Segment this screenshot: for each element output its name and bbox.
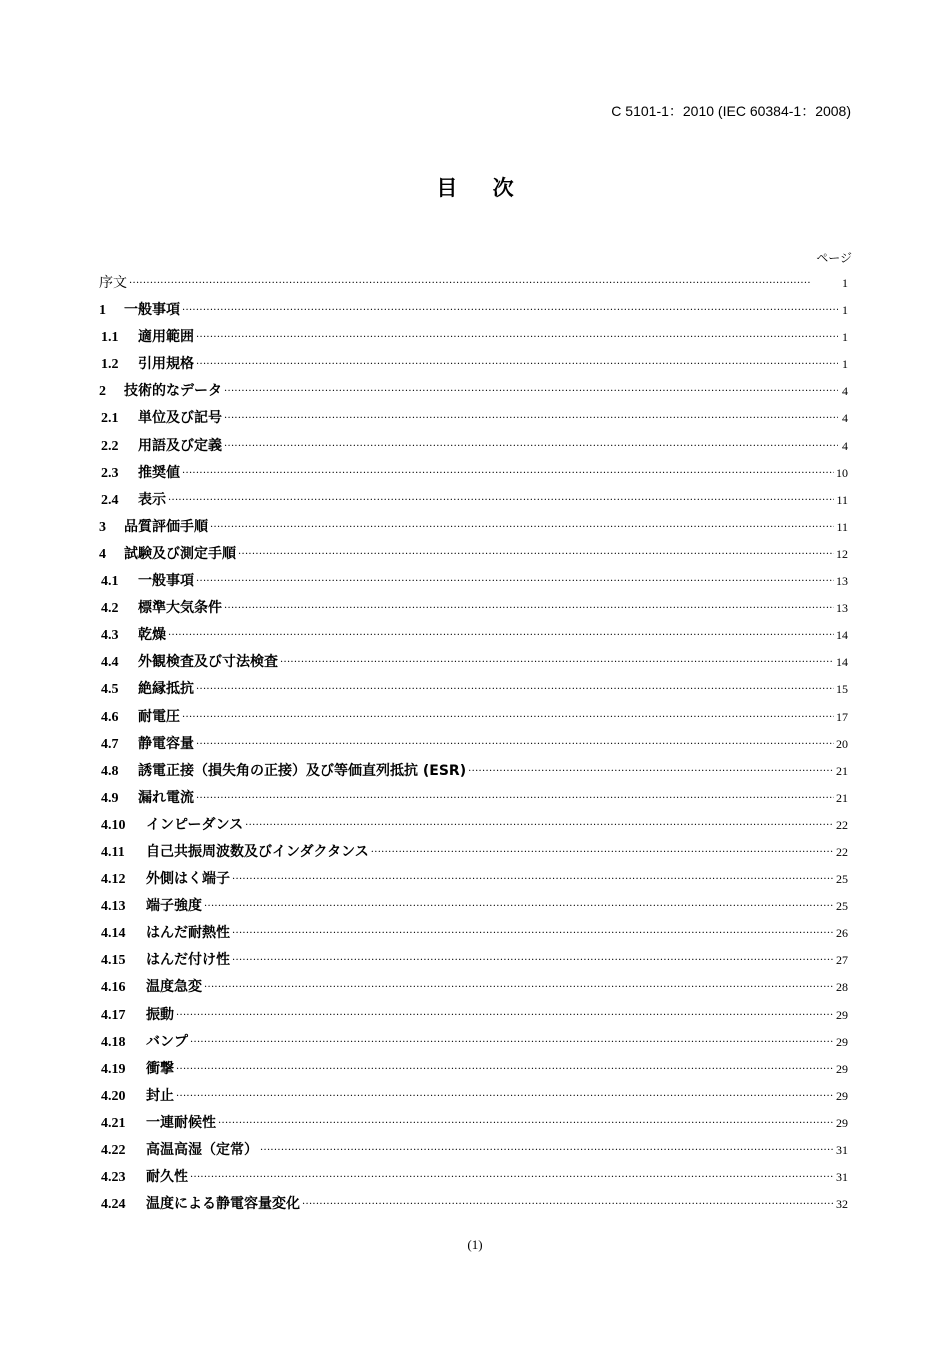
dot-leader [232, 947, 834, 974]
dot-leader [176, 1002, 834, 1029]
dot-leader [245, 812, 834, 839]
dot-leader [218, 1110, 834, 1137]
toc-entry-number: 4.20 [101, 1088, 126, 1104]
toc-entry[interactable] [99, 731, 848, 758]
toc-entry[interactable] [99, 704, 848, 731]
toc-entry-label: 自己共振周波数及びインダクタンス [146, 843, 369, 860]
toc-entry-number: 4.22 [101, 1143, 126, 1158]
dot-leader [371, 839, 834, 866]
toc-entry-label: 品質評価手順 [124, 518, 208, 535]
dot-leader [232, 866, 834, 893]
toc-entry-label: 端子強度 [146, 898, 202, 915]
dot-leader [196, 324, 838, 351]
toc-entry-label: 温度による静電容量変化 [146, 1196, 300, 1213]
toc-entry-page: 31 [836, 1170, 848, 1185]
toc-entry-label: 外観検査及び寸法検査 [138, 654, 278, 671]
toc-entry-number: 4.14 [101, 926, 126, 942]
toc-entry[interactable] [99, 839, 848, 866]
toc-entry[interactable] [99, 1137, 848, 1164]
toc-entry[interactable] [99, 622, 848, 649]
toc-entry-number: 4.15 [101, 953, 126, 969]
toc-entry-page: 4 [842, 411, 848, 426]
dot-leader [224, 595, 834, 622]
toc-entry[interactable] [99, 405, 848, 432]
toc-entry-page: 1 [842, 276, 848, 290]
toc-entry-label: 絶縁抵抗 [138, 681, 194, 698]
dot-leader [168, 622, 834, 649]
toc-entry-label: 高温高湿（定常） [146, 1142, 258, 1158]
toc-entry-label: 封止 [146, 1087, 174, 1104]
toc-entry-number: 4.10 [101, 817, 126, 833]
toc-entry[interactable] [99, 514, 848, 541]
toc-entry[interactable] [99, 812, 848, 839]
toc-entry[interactable] [99, 758, 848, 785]
toc-entry-label: 振動 [146, 1006, 174, 1023]
toc-entry[interactable] [99, 297, 848, 324]
toc-entry[interactable] [99, 785, 848, 812]
toc-entry-page: 31 [836, 1143, 848, 1157]
toc-entry[interactable] [99, 568, 848, 595]
dot-leader [182, 297, 838, 324]
toc-entry-number: 1 [99, 303, 106, 319]
toc-entry-label: バンプ [146, 1033, 188, 1050]
toc-entry-label: 外側はく端子 [146, 871, 230, 888]
toc-entry-number: 4.18 [101, 1034, 126, 1050]
toc-entry-page: 4 [842, 384, 848, 399]
toc-entry-page: 1 [842, 330, 848, 345]
dot-leader [182, 704, 834, 731]
dot-leader [204, 974, 834, 1001]
toc-entry-page: 1 [842, 303, 848, 318]
dot-leader [176, 1083, 834, 1110]
toc-entry-page: 28 [836, 980, 848, 995]
toc-entry-label: 標準大気条件 [138, 600, 222, 617]
dot-leader [196, 351, 838, 378]
toc-entry[interactable] [99, 324, 848, 351]
toc-entry[interactable] [99, 1002, 848, 1029]
dot-leader [224, 433, 838, 460]
toc-entry-number: 4.11 [101, 844, 125, 860]
dot-leader [210, 514, 834, 541]
toc-entry-page: 25 [836, 899, 848, 914]
toc-entry[interactable] [99, 378, 848, 405]
dot-leader [168, 487, 834, 514]
dot-leader [224, 378, 838, 405]
toc-entry-label: 一般事項 [138, 573, 194, 590]
toc-entry-label: 引用規格 [138, 356, 194, 373]
dot-leader [280, 649, 834, 676]
toc-entry-number: 2.3 [101, 465, 119, 481]
toc-entry-number: 4.23 [101, 1170, 126, 1186]
toc-entry-label: 誘電正接（損失角の正接）及び等価直列抵抗 (ESR) [138, 762, 467, 779]
toc-entry-number: 4.13 [101, 899, 126, 915]
toc-entry-label: 一連耐候性 [146, 1114, 216, 1131]
toc-entry-number: 2.2 [101, 438, 119, 454]
toc-entry-number: 1.2 [101, 357, 119, 373]
toc-entry-page: 22 [836, 817, 848, 832]
toc-entry-number: 4.4 [101, 655, 119, 671]
dot-leader [196, 731, 834, 758]
toc-entry[interactable] [99, 1164, 848, 1191]
toc-entry-page: 20 [836, 736, 848, 751]
toc-entry-number: 3 [99, 519, 106, 535]
toc-entry-page: 29 [836, 1115, 848, 1130]
toc-entry[interactable] [99, 649, 848, 676]
toc-entry-number: 4.17 [101, 1007, 126, 1023]
toc-entry-label: 試験及び測定手順 [124, 545, 236, 562]
toc-entry-page: 1 [842, 357, 848, 372]
toc-entry[interactable] [99, 541, 848, 568]
toc-entry-label: インピーダンス [146, 816, 244, 833]
toc-entry-number: 2.4 [101, 492, 119, 508]
toc-entry-label: 単位及び記号 [138, 410, 222, 427]
toc-entry-page: 13 [836, 574, 848, 589]
toc-entry-page: 14 [836, 655, 848, 670]
toc-entry-number: 2.1 [101, 411, 119, 427]
dot-leader [182, 460, 834, 487]
toc-entry-number: 1.1 [101, 330, 119, 346]
toc-entry-page: 25 [836, 872, 848, 887]
toc-entry-label: 適用範囲 [138, 329, 194, 346]
toc-entry-label: 一般事項 [124, 302, 180, 319]
toc-entry-number: 4.19 [101, 1061, 126, 1077]
toc-entry-label: 用語及び定義 [138, 437, 222, 454]
page-title: 目 次 [436, 176, 528, 200]
toc-entry-page: 21 [836, 763, 848, 778]
toc-entry-label: 耐電圧 [138, 708, 180, 725]
dot-leader [204, 893, 834, 920]
toc-entry-number: 2 [99, 384, 106, 400]
standard-number: C 5101-1：2010 (IEC 60384-1：2008) [611, 103, 851, 119]
toc-entry-page: 27 [836, 953, 848, 968]
toc-entry-number: 4.9 [101, 790, 119, 806]
toc-entry-number: 4.16 [101, 980, 126, 996]
toc-entry-page: 29 [836, 1034, 848, 1049]
toc-entry[interactable] [99, 676, 848, 703]
dot-leader [302, 1191, 834, 1218]
toc-entry-number: 4.6 [101, 709, 119, 725]
toc-entry[interactable] [99, 1110, 848, 1137]
toc-entry-page: 29 [836, 1007, 848, 1022]
toc-entry[interactable] [99, 487, 848, 514]
toc-entry-number: 4.2 [101, 601, 119, 617]
dot-leader [196, 568, 834, 595]
toc-entry-label: はんだ付け性 [146, 952, 230, 969]
toc-entry[interactable] [99, 947, 848, 974]
toc-entry-page: 4 [842, 438, 848, 453]
toc-entry-page: 17 [836, 709, 848, 724]
toc-entry-label: 漏れ電流 [138, 789, 194, 806]
toc-entry[interactable] [99, 866, 848, 893]
toc-entry-number: 4.8 [101, 763, 119, 779]
dot-leader [176, 1056, 834, 1083]
dot-leader [238, 541, 834, 568]
toc-entry-number: 4 [99, 546, 106, 562]
toc-entry[interactable] [99, 1029, 848, 1056]
toc-entry[interactable] [99, 1056, 848, 1083]
toc-entry-label: 耐久性 [146, 1169, 188, 1186]
toc-entry-page: 21 [836, 790, 848, 805]
toc-entry-page: 11 [836, 492, 848, 507]
dot-leader [190, 1029, 834, 1056]
toc-entry-page: 11 [836, 519, 848, 534]
toc-entry-label: 推奨値 [138, 464, 180, 481]
toc-entry[interactable] [99, 920, 848, 947]
toc-entry[interactable] [99, 460, 848, 487]
toc-entry-page: 10 [836, 465, 848, 480]
dot-leader [232, 920, 834, 947]
toc-entry[interactable] [99, 1083, 848, 1110]
toc-entry-label: 乾燥 [138, 627, 166, 644]
toc-entry-page: 13 [836, 601, 848, 616]
toc-entry-page: 26 [836, 926, 848, 941]
toc-entry-label: 技術的なデータ [124, 383, 222, 400]
toc-entry[interactable] [99, 974, 848, 1001]
toc-entry-page: 12 [836, 546, 848, 561]
toc-entry[interactable] [99, 893, 848, 920]
toc-entry-label: 序文 [99, 275, 127, 291]
page-folio: (1) [467, 1237, 483, 1252]
page-column-label: ページ [816, 251, 852, 265]
toc-entry-number: 4.24 [101, 1197, 126, 1213]
toc-entry[interactable] [99, 433, 848, 460]
toc-entry-page: 29 [836, 1088, 848, 1103]
toc-entry-number: 4.5 [101, 682, 119, 698]
toc-entry-label: 表示 [138, 491, 166, 508]
toc-entry-page: 14 [836, 628, 848, 643]
toc-entry-label: はんだ耐熱性 [146, 925, 230, 942]
dot-leader [196, 676, 834, 703]
toc-entry-page: 22 [836, 844, 848, 859]
table-of-contents [99, 270, 848, 1218]
toc-entry-number: 4.7 [101, 736, 119, 752]
toc-entry-number: 4.3 [101, 628, 119, 644]
dot-leader [468, 758, 834, 785]
toc-entry-label: 温度急変 [146, 979, 202, 996]
toc-entry-page: 29 [836, 1061, 848, 1076]
dot-leader [224, 405, 838, 432]
toc-entry-page: 15 [836, 682, 848, 697]
toc-entry-label: 衝撃 [146, 1060, 174, 1077]
toc-entry[interactable] [99, 595, 848, 622]
dot-leader [196, 785, 834, 812]
toc-entry-page: 32 [836, 1197, 848, 1212]
toc-entry[interactable] [99, 270, 848, 297]
dot-leader [190, 1164, 834, 1191]
toc-entry[interactable] [99, 351, 848, 378]
toc-entry-number: 4.21 [101, 1115, 126, 1131]
dot-leader [260, 1137, 834, 1164]
toc-entry-label: 静電容量 [138, 735, 194, 752]
toc-entry-number: 4.1 [101, 574, 119, 590]
dot-leader [129, 270, 838, 297]
toc-entry[interactable] [99, 1191, 848, 1218]
toc-entry-number: 4.12 [101, 872, 126, 888]
